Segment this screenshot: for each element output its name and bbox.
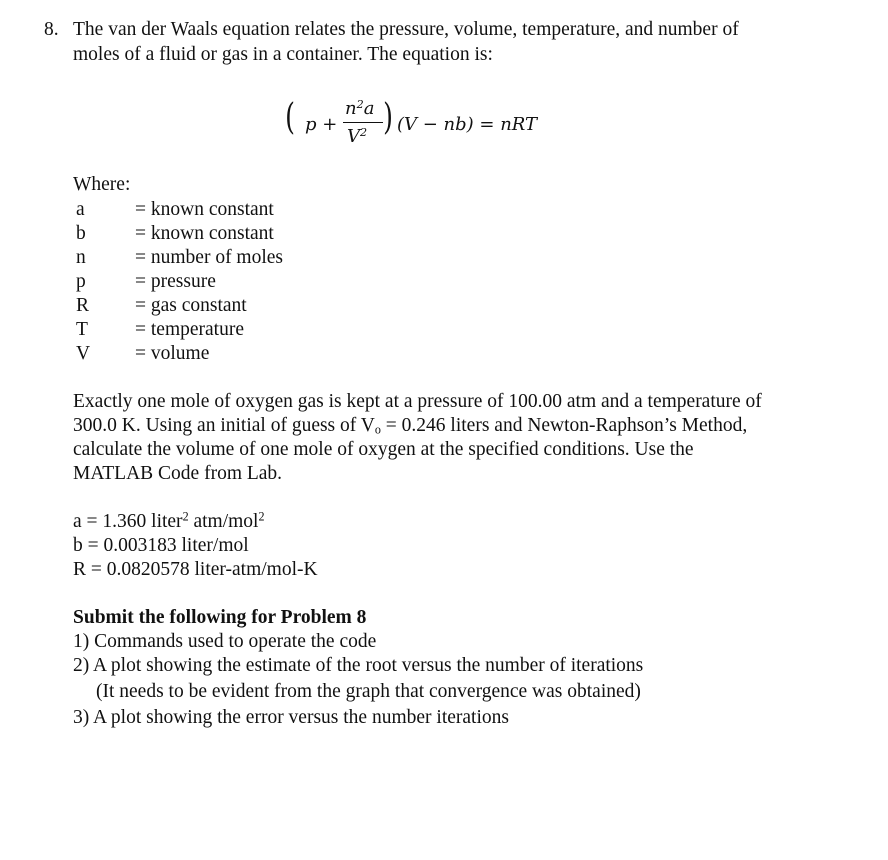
equation-p-term: p + <box>305 114 338 135</box>
equation-numerator: $n^2a$ <box>345 97 375 119</box>
variable-definition: = volume <box>135 343 210 364</box>
submit-item: 3) A plot showing the error versus the number iterations <box>73 707 509 728</box>
problem-number: 8. <box>44 19 59 40</box>
equation-denominator: $V^2$ <box>347 125 368 147</box>
equation-rhs: (V − nb) = nRT <box>397 114 538 135</box>
submit-heading: Submit the following for Problem 8 <box>73 607 367 628</box>
variable-symbol: T <box>76 319 88 340</box>
variable-definition: = number of moles <box>135 247 284 268</box>
van-der-waals-equation <box>283 92 553 152</box>
variable-symbol: n <box>76 247 86 268</box>
paragraph-line-3: calculate the volume of one mole of oxygen at the specified conditions. Use the <box>73 439 694 460</box>
submit-item: 1) Commands used to operate the code <box>73 631 377 652</box>
equation-fraction-bar <box>343 122 383 123</box>
intro-line-1: The van der Waals equation relates the pressure, volume, temperature, and number of <box>73 19 739 40</box>
variable-symbol: b <box>76 223 86 244</box>
variable-symbol: R <box>76 295 90 316</box>
submit-item-note: (It needs to be evident from the graph that convergence was obtained) <box>96 681 641 702</box>
paragraph-line-4: MATLAB Code from Lab. <box>73 463 283 484</box>
paragraph-line-1: Exactly one mole of oxygen gas is kept at a pressure of 100.00 atm and a temperature of <box>73 391 762 412</box>
equation-right-paren: ) <box>383 97 393 138</box>
variable-symbol: p <box>76 271 86 292</box>
paragraph-line-2: 300.0 K. Using an initial of guess of $V_o = 0.246$ liters and Newton-Raphson’s Method, <box>73 415 748 437</box>
variable-definition: = pressure <box>135 271 216 292</box>
variable-definition: = gas constant <box>135 295 247 316</box>
intro-line-2: moles of a fluid or gas in a container. The equation is: <box>73 44 493 65</box>
variable-definition: = known constant <box>135 223 274 244</box>
constant-b: b = 0.003183 liter/mol <box>73 535 249 556</box>
constant-a: a = 1.360 liter$^2$ atm/mol$^2$ <box>73 509 265 532</box>
variable-symbol: a <box>76 199 85 220</box>
equation-left-paren: ( <box>285 97 295 138</box>
constant-r: R = 0.0820578 liter-atm/mol-K <box>73 559 318 580</box>
variable-symbol: V <box>76 343 91 364</box>
submit-item: 2) A plot showing the estimate of the root versus the number of iterations <box>73 655 644 676</box>
variable-definition: = known constant <box>135 199 274 220</box>
where-label: Where: <box>73 174 131 195</box>
variable-definition: = temperature <box>135 319 244 340</box>
